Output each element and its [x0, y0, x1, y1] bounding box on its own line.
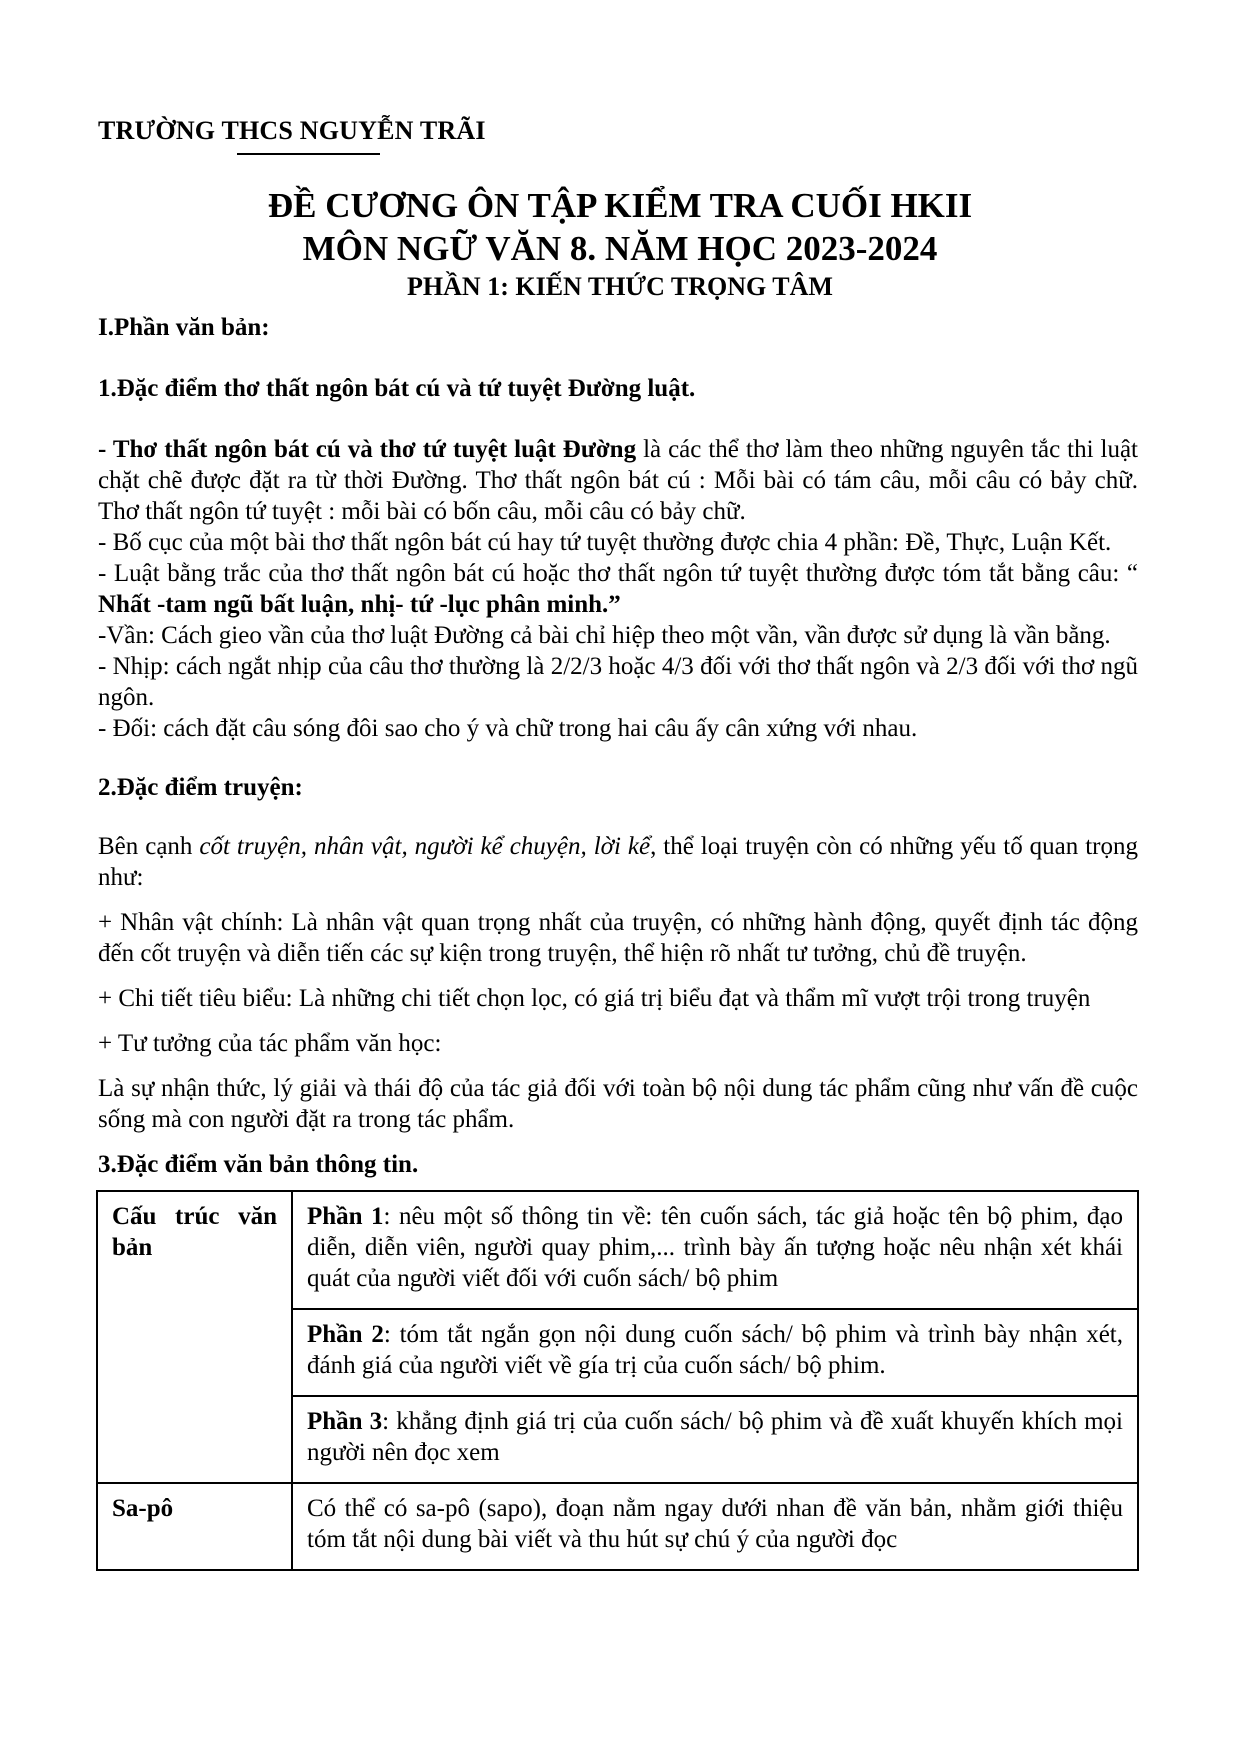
- table-row-header: Sa-pô: [97, 1483, 292, 1570]
- table-row: [97, 1483, 1138, 1570]
- table-cell-part-3: [292, 1396, 1138, 1483]
- paragraph-story-intro: [98, 831, 1138, 893]
- paragraph-text: - Luật bằng trắc của thơ thất ngôn bát cú hoặc thơ thất ngôn tứ tuyệt thường được tóm tắt bằng câu: “: [98, 560, 1138, 587]
- paragraph-text: Bên cạnh: [98, 833, 200, 860]
- bullet-dash: -: [98, 436, 113, 463]
- school-name: TRƯỜNG THCS NGUYỄN TRÃI: [98, 116, 486, 145]
- bold-quote: Nhất -tam ngũ bất luận, nhị- tứ -lục phân minh.”: [98, 591, 621, 618]
- table-cell-sapo: Có thể có sa-pô (sapo), đoạn nằm ngay dưới nhan đề văn bản, nhằm giới thiệu tóm tắt nội dung bài viết và thu hút sự chú ý của người đọc: [292, 1483, 1138, 1570]
- cell-text: : tóm tắt ngắn gọn nội dung cuốn sách/ bộ phim và trình bày nhận xét, đánh giá của người viết về gía trị của cuốn sách/ bộ phim.: [307, 1321, 1123, 1379]
- bold-term: Thơ thất ngôn bát cú và thơ tứ tuyệt luật Đường: [112, 436, 637, 463]
- subsection-heading-1: 1.Đặc điểm thơ thất ngôn bát cú và tứ tuyệt Đường luật.: [98, 375, 696, 402]
- part-label: Phần 3: [307, 1408, 383, 1435]
- school-underline: [237, 153, 380, 155]
- part-label: Phần 2: [307, 1321, 384, 1348]
- paragraph-rhythm: - Nhịp: cách ngắt nhịp của câu thơ thường là 2/2/3 hoặc 4/3 đối với thơ thất ngôn và 2/3 đối với thơ ngũ ngôn.: [98, 653, 1138, 711]
- table-row: [97, 1191, 1138, 1309]
- paragraph-rhyme: -Vần: Cách gieo vần của thơ luật Đường cả bài chỉ hiệp theo một vần, vần được sử dụng là vần bằng.: [98, 622, 1111, 649]
- bullet-theme: + Tư tưởng của tác phẩm văn học:: [98, 1030, 442, 1057]
- bullet-key-details: + Chi tiết tiêu biểu: Là những chi tiết chọn lọc, có giá trị biểu đạt và thẩm mĩ vượt trội trong truyện: [98, 985, 1091, 1012]
- cell-text: : nêu một số thông tin về: tên cuốn sách, tác giả hoặc tên bộ phim, đạo diễn, diễn viên, người quay phim,... trình bày ấn tượng hoặc nêu nhận xét khái quát của người viết đối với cuốn sách/ bộ phim: [307, 1203, 1123, 1292]
- subsection-heading-2: 2.Đặc điểm truyện:: [98, 774, 303, 801]
- italic-terms: cốt truyện, nhân vật, người kể chuyện, lời kể: [199, 833, 651, 860]
- paragraph-tone-rule: [98, 558, 1138, 620]
- subsection-heading-3: 3.Đặc điểm văn bản thông tin.: [98, 1151, 419, 1178]
- part-title: PHẦN 1: KIẾN THỨC TRỌNG TÂM: [407, 272, 833, 301]
- document-title: ĐỀ CƯƠNG ÔN TẬP KIỂM TRA CUỐI HKII: [267, 186, 973, 225]
- paragraph-text: , thể loại truyện còn có những yếu tố quan trọng như:: [98, 833, 1138, 891]
- document-subtitle: MÔN NGỮ VĂN 8. NĂM HỌC 2023-2024: [302, 229, 938, 268]
- paragraph-text: là các thể thơ làm theo những nguyên tắc thi luật chặt chẽ được đặt ra từ thời Đường. Thơ thất ngôn bát cú : Mỗi bài có tám câu, mỗi câu có bảy chữ. Thơ thất ngôn tứ tuyệt : mỗi bài có bốn câu, mỗi câu có bảy chữ.: [98, 436, 1138, 525]
- paragraph-parallelism: - Đối: cách đặt câu sóng đôi sao cho ý và chữ trong hai câu ấy cân xứng với nhau.: [98, 715, 918, 742]
- paragraph-theme-definition: Là sự nhận thức, lý giải và thái độ của tác giả đối với toàn bộ nội dung tác phẩm cũng như vấn đề cuộc sống mà con người đặt ra trong tác phẩm.: [98, 1075, 1138, 1133]
- paragraph-structure: - Bố cục của một bài thơ thất ngôn bát cú hay tứ tuyệt thường được chia 4 phần: Đề, Thực, Luận Kết.: [98, 529, 1112, 556]
- paragraph-poetry-definition: [98, 434, 1138, 527]
- document-body: [98, 312, 1138, 1571]
- part-label: Phần 1: [307, 1203, 384, 1230]
- cell-text: : khẳng định giá trị của cuốn sách/ bộ phim và đề xuất khuyến khích mọi người nên đọc xem: [307, 1408, 1123, 1466]
- table-row-header: Cấu trúc văn bản: [97, 1191, 292, 1483]
- section-heading: I.Phần văn bản:: [98, 314, 270, 341]
- table-cell-part-1: [292, 1191, 1138, 1309]
- info-text-table: [96, 1190, 1139, 1571]
- table-cell-part-2: [292, 1309, 1138, 1396]
- bullet-main-character: + Nhân vật chính: Là nhân vật quan trọng nhất của truyện, có những hành động, quyết định tác động đến cốt truyện và diễn tiến các sự kiện trong truyện, thể hiện rõ nhất tư tưởng, chủ đề truyện.: [98, 909, 1138, 967]
